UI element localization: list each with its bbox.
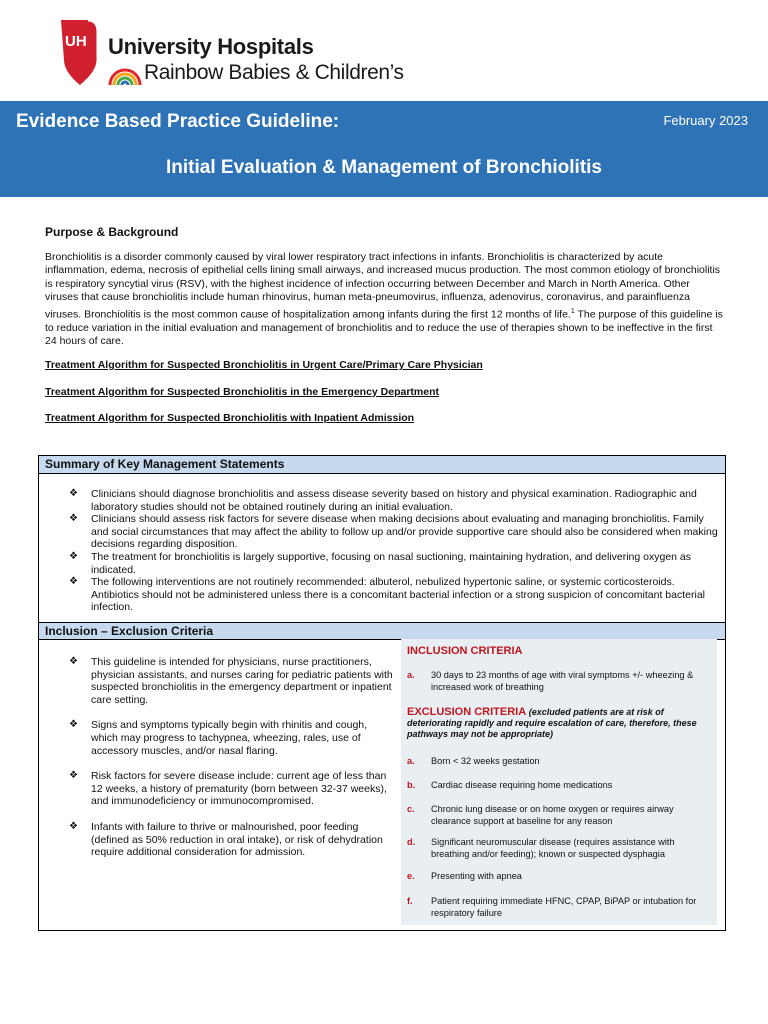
list-item: ❖ Clinicians should diagnose bronchiolitis and assess disease severity based on history and physical examination. Radiographic and laboratory studies should not be obtained routinely during an initial evaluation. xyxy=(69,488,697,513)
criteria-panel: INCLUSION CRITERIA a. 30 days to 23 months of age with viral symptoms +/- wheezing & increased work of breathing EXCLUSION CRITERIA (excluded patients are at risk of deteriorating rapidly and require escalation of care, therefore, these pathways may not be appropriate) a. Born < 32 weeks gestation b. Cardiac disease requiring home medications c. Chronic lung disease or on home oxygen or requires airway clearance support at baseline for any reason d. Significant neuromuscular disease (requires assistance with breathing and/or feeding); known or suspected dysphagia e. Presenting with apnea f. Patient requiring immediate HFNC, CPAP, BiPAP or intubation for respiratory failure xyxy=(401,639,717,925)
purpose-heading: Purpose & Background xyxy=(45,225,179,239)
list-item: ❖ Signs and symptoms typically begin with rhinitis and cough, which may progress to tachypnea, wheezing, rales, use of accessory muscles, and/or nasal flaring. xyxy=(69,719,368,757)
purpose-text-2: The purpose of this guideline is to reduce variation in the initial evaluation and management of bronchiolitis and to reduce the use of therapies shown to be ineffective in the first 24 hours of care. xyxy=(45,308,723,347)
logo-line2: Rainbow Babies & Children’s xyxy=(144,61,404,84)
purpose-text-1: Bronchiolitis is a disorder commonly caused by viral lower respiratory tract infections in infants. Bronchiolitis is characterized by acute inflammation, edema, necrosis of epithelial cells lining small airways, and increased mucus production. The most common etiology of bronchiolitis is respiratory syncytial virus (RSV), with the highest incidence of infection occurring between December and March in North America. Other viruses that cause bronchiolitis include human rhinovirus, human meta-pneumovirus, influenza, adenovirus, coronavirus, and parainfluenza viruses. Bronchiolitis is the most common cause of hospitalization among infants during the first 12 months of life. xyxy=(45,251,721,321)
guideline-type-title: Evidence Based Practice Guideline: xyxy=(16,111,340,132)
guideline-date: February 2023 xyxy=(663,113,748,128)
summary-list xyxy=(69,488,719,614)
list-item: ❖ Clinicians should assess risk factors for severe disease when making decisions about evaluating and managing bronchiolitis. Family and social circumstances that may affect the ability to follow up and/or provide supportive care should also be considered when making decisions regarding disposition. xyxy=(69,513,718,551)
guideline-title: Initial Evaluation & Management of Bronchiolitis xyxy=(166,157,602,178)
diamond-bullet-icon: ❖ xyxy=(69,488,78,499)
rainbow-icon xyxy=(108,66,142,86)
list-item: ❖ This guideline is intended for physicians, nurse practitioners, physician assistants, and nurses caring for pediatric patients with suspected bronchiolitis in the emergency department or inpatient care setting. xyxy=(69,656,393,706)
logo-line1: University Hospitals xyxy=(108,34,314,59)
diamond-bullet-icon: ❖ xyxy=(69,656,78,667)
citation-superscript: 1 xyxy=(570,307,575,315)
diamond-bullet-icon: ❖ xyxy=(69,770,78,782)
diamond-bullet-icon: ❖ xyxy=(69,719,78,731)
list-item: ❖ Infants with failure to thrive or malnourished, poor feeding (defined as 50% reduction in oral intake), or risk of dehydration require additional consideration for admission. xyxy=(69,820,383,859)
guideline-banner xyxy=(0,101,768,197)
exclusion-heading: EXCLUSION CRITERIA xyxy=(407,706,527,718)
uh-mark-text: UH xyxy=(65,33,87,50)
diamond-bullet-icon: ❖ xyxy=(69,550,78,562)
diamond-bullet-icon: ❖ xyxy=(69,820,78,832)
list-item: ❖ Risk factors for severe disease include: current age of less than 12 weeks, a history of prematurity (born between 32-37 weeks), and immunodeficiency or immunocompromised. xyxy=(69,770,387,808)
diamond-bullet-icon: ❖ xyxy=(69,513,78,525)
university-hospitals-logo xyxy=(58,14,418,90)
criteria-heading: Inclusion – Exclusion Criteria xyxy=(39,622,725,640)
link-algorithm-inpatient-admission[interactable]: Treatment Algorithm for Suspected Bronchiolitis with Inpatient Admission xyxy=(45,412,415,424)
list-item: ❖ The following interventions are not routinely recommended: albuterol, nebulized hypertonic saline, or systemic corticosteroids. Antibiotics should not be administered unless there is a concomitant bacterial infection or a strong suspicion of concomitant bacterial infection. xyxy=(69,576,705,614)
summary-heading: Summary of Key Management Statements xyxy=(39,456,725,474)
diamond-bullet-icon: ❖ xyxy=(69,576,78,588)
criteria-notes-list xyxy=(69,656,394,872)
link-algorithm-urgent-care[interactable]: Treatment Algorithm for Suspected Bronchiolitis in Urgent Care/Primary Care Physician xyxy=(45,359,483,371)
link-algorithm-emergency-department[interactable]: Treatment Algorithm for Suspected Bronchiolitis in the Emergency Department xyxy=(45,386,440,398)
key-statements-box xyxy=(38,455,726,931)
uh-shield-logo-icon xyxy=(58,16,104,90)
exclusion-note: (excluded patients are at risk of deteriorating rapidly and require escalation of care, therefore, these pathways may not be appropriate) xyxy=(407,707,697,739)
purpose-paragraph xyxy=(45,251,725,348)
exclusion-heading-block xyxy=(407,707,707,740)
list-item: ❖ The treatment for bronchiolitis is largely supportive, focusing on nasal suctioning, maintaining hydration, and delivering oxygen as indicated. xyxy=(69,550,692,576)
inclusion-heading: INCLUSION CRITERIA xyxy=(407,645,523,657)
